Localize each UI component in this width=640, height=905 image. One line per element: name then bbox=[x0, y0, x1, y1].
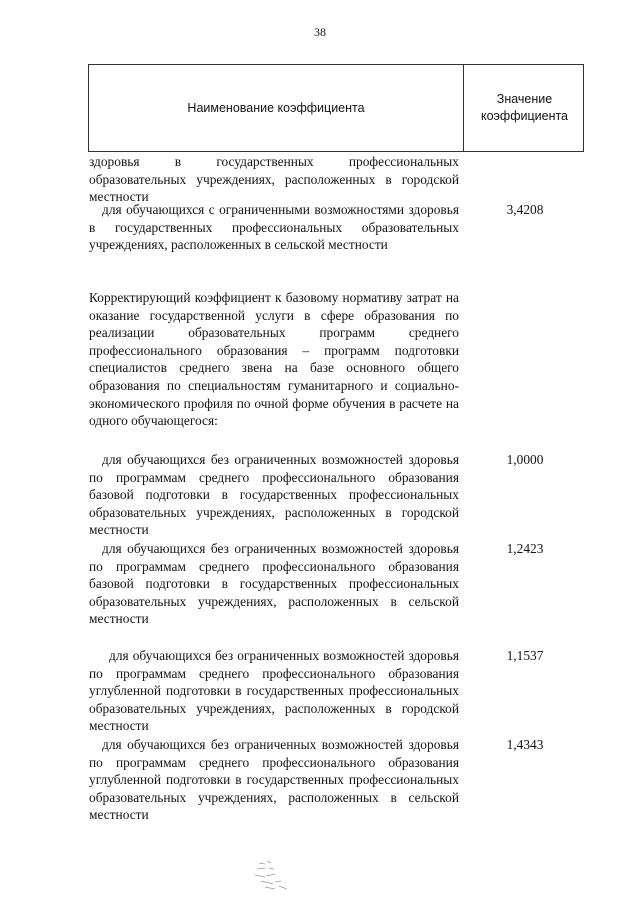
page-number: 38 bbox=[314, 25, 326, 39]
table-row-text-5: для обучающихся без ограниченных возможностей здоровья по программам среднего профессионального образования углубленной подготовки в государственных профессиональных образовательных учреждениях, расположенных в городской местности bbox=[89, 648, 459, 734]
table-row-value-6: 1,4343 bbox=[506, 737, 544, 752]
table-row-text-1: для обучающихся с ограниченными возможностями здоровья в государственных профессиональных образовательных учреждениях, расположенных в сельской местности bbox=[89, 202, 459, 253]
column-header-name: Наименование коэффициента bbox=[187, 101, 365, 115]
column-header-value-line1: Значение bbox=[496, 92, 553, 106]
column-header-value bbox=[464, 65, 585, 151]
table-header bbox=[88, 64, 584, 152]
table-row-value-3: 1,0000 bbox=[506, 452, 544, 467]
table-row-text-4: для обучающихся без ограниченных возможностей здоровья по программам среднего профессионального образования базовой подготовки в государственных профессиональных образовательных учреждениях, расположенных в сельской местности bbox=[89, 541, 459, 627]
table-row-text-2: Корректирующий коэффициент к базовому нормативу затрат на оказание государственной услуги в сфере образования по реализации образовательных программ среднего профессионального образования – программ подготовки специалистов среднего звена на базе основного общего образования по специальностям гуманитарного и социально-экономического профиля по очной форме обучения в расчете на одного обучающегося: bbox=[89, 290, 459, 429]
table-row-value-1: 3,4208 bbox=[506, 202, 544, 217]
table-row-value-4: 1,2423 bbox=[506, 541, 544, 556]
scan-mark bbox=[245, 855, 305, 895]
column-header-value-line2: коэффициента bbox=[480, 109, 569, 123]
table-row-text-6: для обучающихся без ограниченных возможностей здоровья по программам среднего профессионального образования углубленной подготовки в государственных профессиональных образовательных учреждениях, расположенных в сельской местности bbox=[89, 737, 459, 823]
table-row-value-5: 1,1537 bbox=[506, 648, 544, 663]
table-row-text-0: здоровья в государственных профессиональных образовательных учреждениях, расположенных в городской местности bbox=[89, 154, 459, 205]
table-row-text-3: для обучающихся без ограниченных возможностей здоровья по программам среднего профессионального образования базовой подготовки в государственных профессиональных образовательных учреждениях, расположенных в городской местности bbox=[89, 452, 459, 538]
